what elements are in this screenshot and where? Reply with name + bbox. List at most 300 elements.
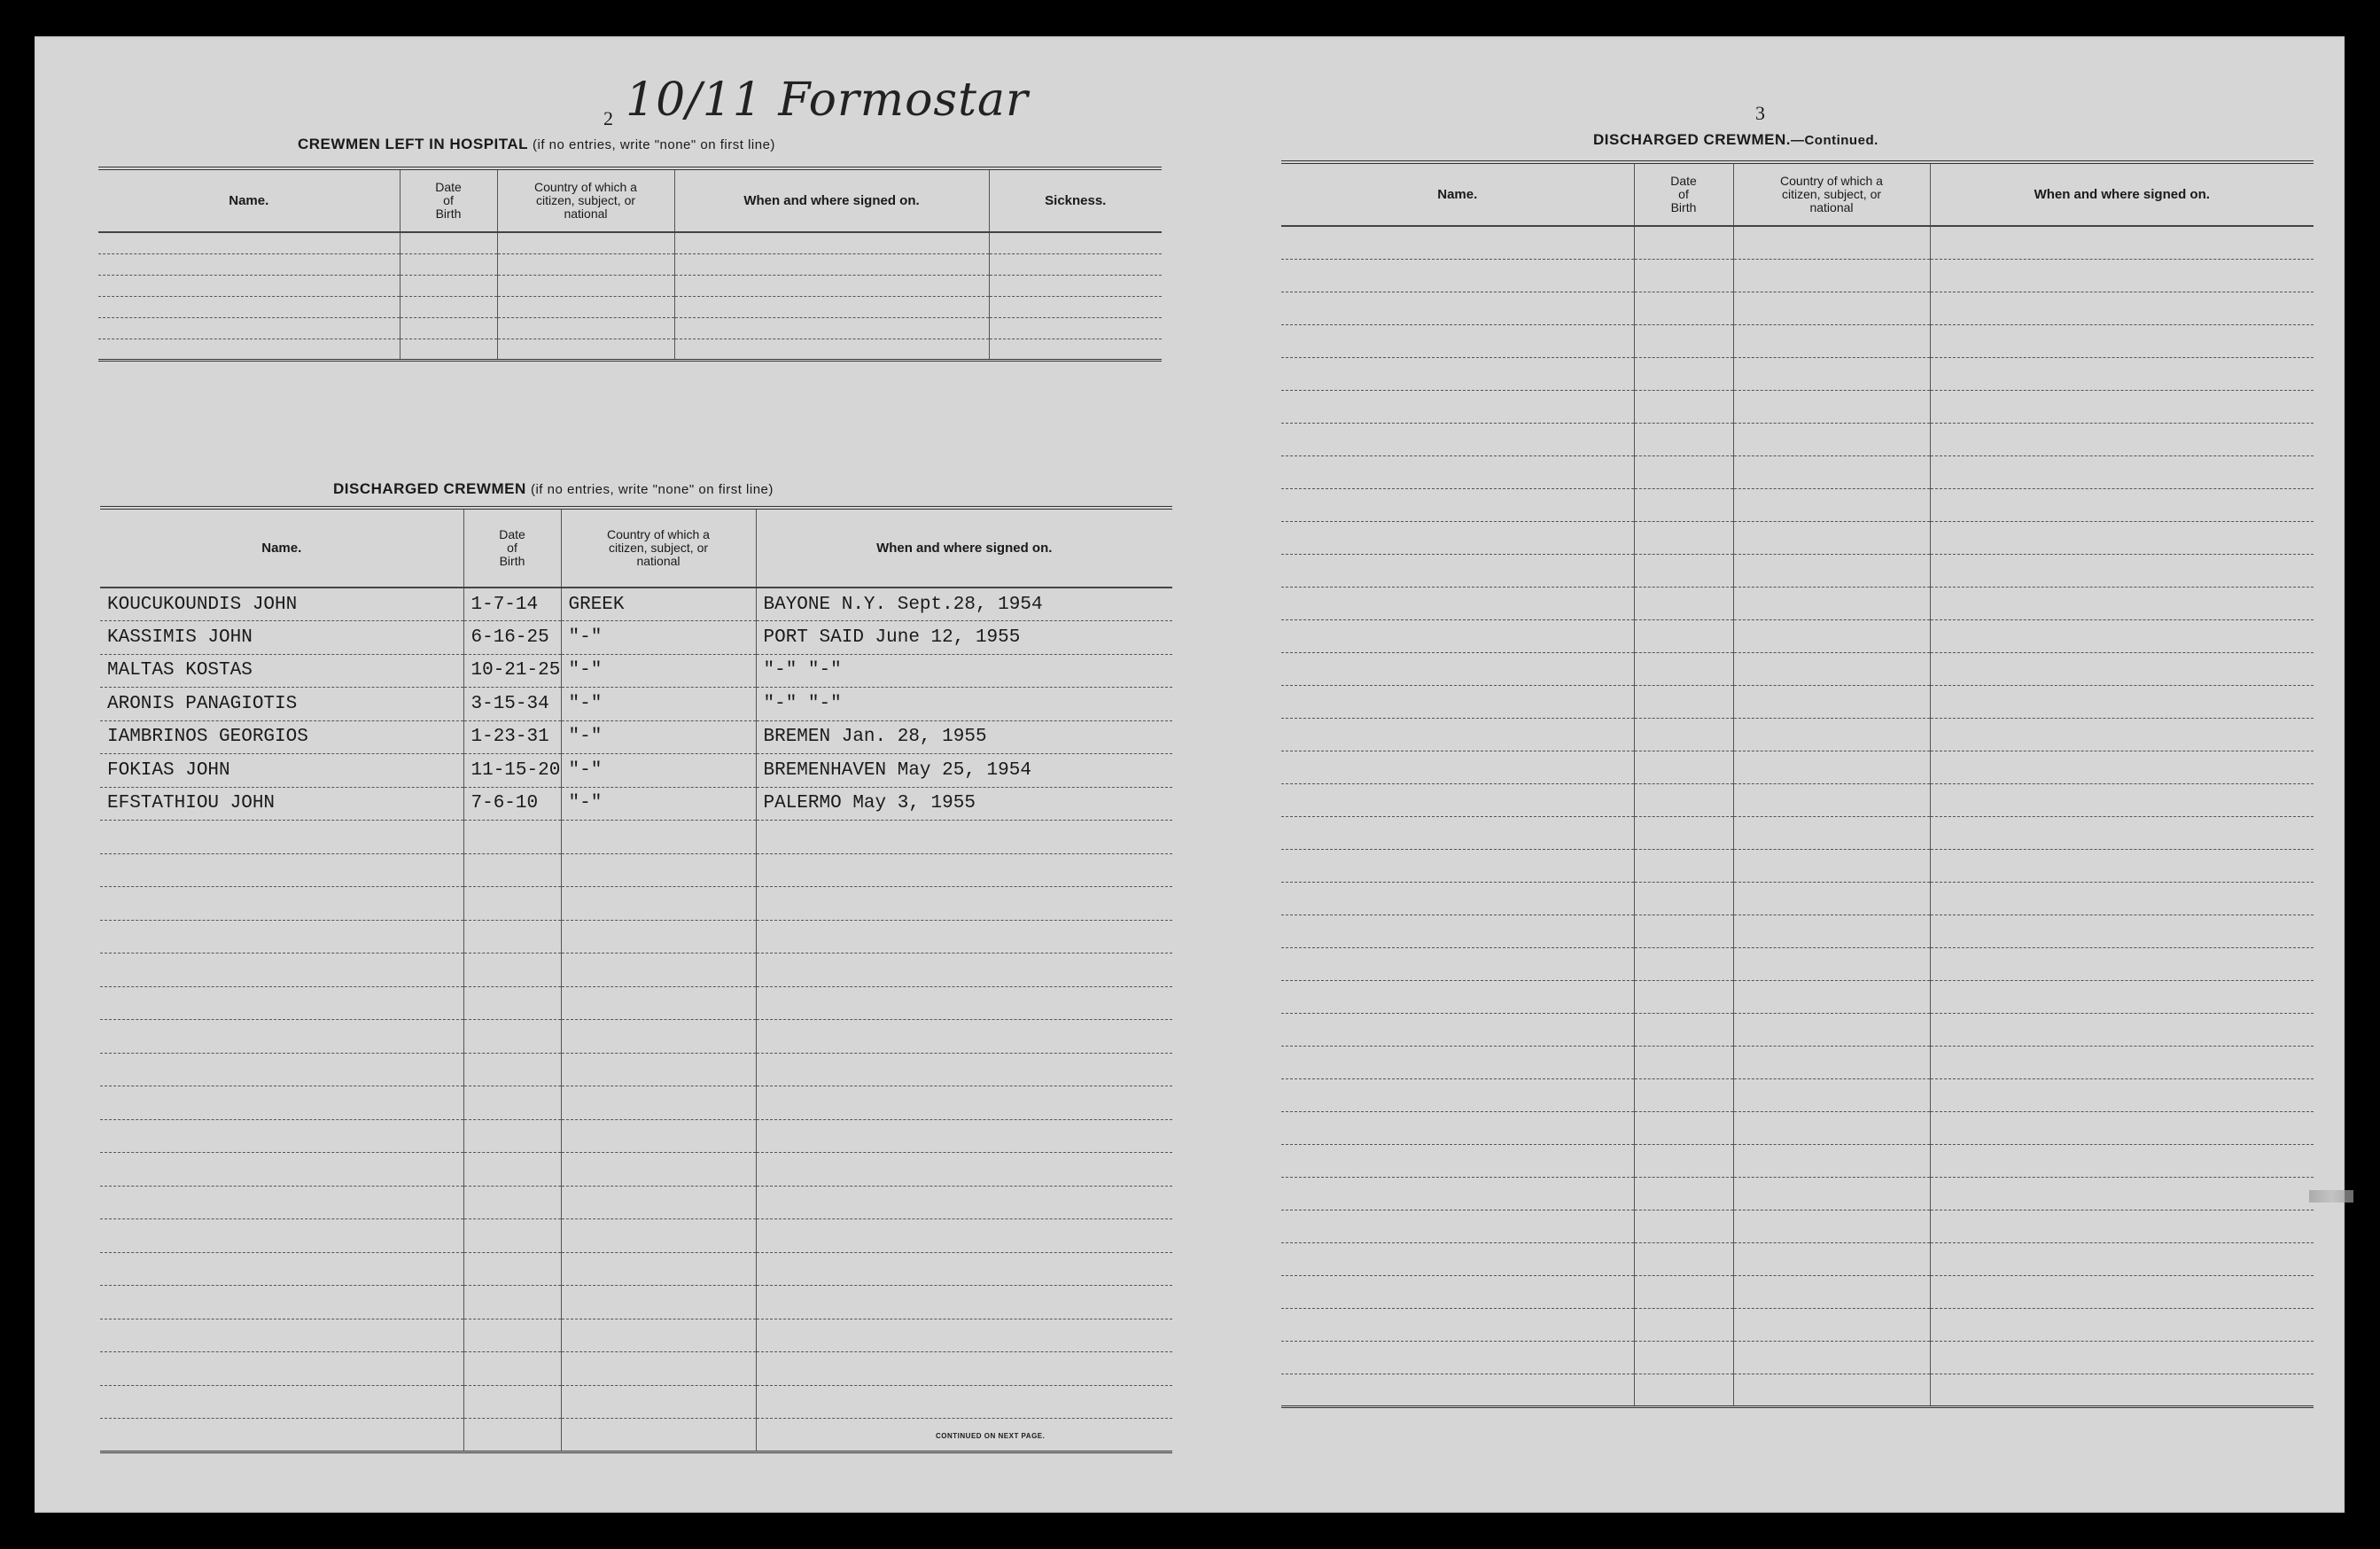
table-cell <box>463 920 561 954</box>
table-row <box>1281 292 2314 324</box>
table-row <box>1281 587 2314 619</box>
table-cell <box>1281 390 1634 423</box>
table-cell: FOKIAS JOHN <box>100 754 463 788</box>
table-row <box>1281 1374 2314 1406</box>
table-cell <box>98 296 400 317</box>
table-cell <box>1634 1046 1733 1078</box>
table-row <box>100 1352 1172 1386</box>
table-cell <box>1733 619 1930 652</box>
table-cell <box>561 821 756 854</box>
table-cell <box>1930 685 2314 718</box>
table-cell <box>756 853 1172 887</box>
table-row <box>1281 1144 2314 1177</box>
table-cell <box>1281 1308 1634 1341</box>
table-cell <box>463 1053 561 1086</box>
table-cell <box>463 986 561 1020</box>
table-cell <box>1930 357 2314 390</box>
table-cell <box>756 1319 1172 1352</box>
table-cell <box>1281 980 1634 1013</box>
table-cell: "-" <box>561 720 756 754</box>
table-row <box>1281 783 2314 816</box>
table-cell <box>1281 947 1634 980</box>
table-row <box>98 339 1162 360</box>
table-cell <box>1281 488 1634 521</box>
table-cell <box>1634 1177 1733 1210</box>
table-row <box>1281 554 2314 587</box>
table-cell <box>1281 718 1634 751</box>
table-cell <box>1733 423 1930 455</box>
table-cell <box>1634 357 1733 390</box>
table-row <box>1281 915 2314 947</box>
table-cell <box>561 1385 756 1419</box>
table-row <box>100 720 1172 754</box>
header-name: Name. <box>98 168 400 232</box>
table-cell <box>1281 292 1634 324</box>
table-row <box>1281 259 2314 292</box>
header-country: Country of which a citizen, subject, or national <box>1733 162 1930 226</box>
table-cell <box>1733 915 1930 947</box>
table-cell <box>1930 1177 2314 1210</box>
table-cell <box>463 1352 561 1386</box>
table-cell <box>1634 1308 1733 1341</box>
table-row <box>1281 1046 2314 1078</box>
table-cell <box>1281 915 1634 947</box>
table-cell <box>1930 1078 2314 1111</box>
table-cell: KASSIMIS JOHN <box>100 621 463 655</box>
table-cell <box>1281 1374 1634 1406</box>
table-cell <box>1930 423 2314 455</box>
table-cell <box>497 296 674 317</box>
table-cell <box>1281 652 1634 685</box>
table-cell <box>1634 915 1733 947</box>
table-row <box>1281 718 2314 751</box>
table-cell: "-" "-" <box>756 654 1172 688</box>
table-cell <box>989 296 1162 317</box>
table-cell <box>1733 685 1930 718</box>
hospital-section-title: CREWMEN LEFT IN HOSPITAL (if no entries, write "none" on first line) <box>298 136 775 152</box>
table-cell <box>100 821 463 854</box>
table-row <box>100 853 1172 887</box>
table-cell <box>463 1219 561 1253</box>
table-cell <box>1733 751 1930 783</box>
table-cell <box>1281 1078 1634 1111</box>
table-row <box>100 621 1172 655</box>
table-cell <box>1281 1210 1634 1242</box>
table-cell <box>756 1352 1172 1386</box>
table-cell <box>1281 226 1634 259</box>
table-cell <box>1930 455 2314 488</box>
table-row <box>1281 947 2314 980</box>
table-cell <box>561 1153 756 1187</box>
table-row <box>100 787 1172 821</box>
header-signed: When and where signed on. <box>674 168 989 232</box>
table-cell <box>756 920 1172 954</box>
table-cell <box>561 1419 756 1452</box>
table-cell <box>1733 947 1930 980</box>
table-cell <box>1634 1111 1733 1144</box>
table-cell <box>1634 521 1733 554</box>
table-row <box>1281 619 2314 652</box>
table-cell <box>1930 718 2314 751</box>
table-cell <box>1930 488 2314 521</box>
table-cell <box>100 986 463 1020</box>
table-cell: 1-23-31 <box>463 720 561 754</box>
table-cell <box>100 853 463 887</box>
table-cell <box>1733 1242 1930 1275</box>
table-cell <box>674 232 989 253</box>
table-cell <box>1733 1144 1930 1177</box>
table-cell <box>1281 1111 1634 1144</box>
table-row <box>100 920 1172 954</box>
header-country: Country of which a citizen, subject, or national <box>497 168 674 232</box>
table-cell: 7-6-10 <box>463 787 561 821</box>
table-cell: BREMENHAVEN May 25, 1954 <box>756 754 1172 788</box>
table-cell <box>1634 816 1733 849</box>
table-cell <box>1281 1013 1634 1046</box>
table-cell <box>1930 652 2314 685</box>
table-cell <box>1634 488 1733 521</box>
table-cell <box>1930 292 2314 324</box>
table-cell: ARONIS PANAGIOTIS <box>100 688 463 721</box>
table-cell <box>989 275 1162 296</box>
table-cell: EFSTATHIOU JOHN <box>100 787 463 821</box>
hospital-table <box>98 167 1162 362</box>
table-cell <box>463 1419 561 1452</box>
table-row <box>98 317 1162 339</box>
table-cell <box>1634 292 1733 324</box>
table-cell: PALERMO May 3, 1955 <box>756 787 1172 821</box>
table-row <box>100 1086 1172 1120</box>
table-row <box>1281 751 2314 783</box>
table-cell <box>1930 915 2314 947</box>
table-cell <box>1634 1275 1733 1308</box>
table-row <box>1281 652 2314 685</box>
table-cell <box>98 232 400 253</box>
table-cell <box>463 1186 561 1219</box>
continued-section-title: DISCHARGED CREWMEN.—Continued. <box>1593 131 1878 148</box>
table-cell: "-" <box>561 688 756 721</box>
header-dob: Date of Birth <box>463 508 561 588</box>
table-row <box>100 1186 1172 1219</box>
table-cell <box>463 1020 561 1054</box>
table-cell <box>1930 1341 2314 1374</box>
table-cell <box>98 275 400 296</box>
table-row <box>100 654 1172 688</box>
table-cell <box>1281 455 1634 488</box>
left-page <box>36 38 1188 1511</box>
table-cell <box>1634 1078 1733 1111</box>
table-row <box>100 954 1172 987</box>
table-cell <box>1733 587 1930 619</box>
table-cell <box>1930 1046 2314 1078</box>
table-row <box>1281 1210 2314 1242</box>
table-cell <box>1733 882 1930 915</box>
table-cell <box>100 1419 463 1452</box>
table-cell <box>1930 751 2314 783</box>
table-cell <box>100 887 463 921</box>
table-cell <box>1930 1013 2314 1046</box>
table-row <box>100 1319 1172 1352</box>
table-cell <box>100 1286 463 1319</box>
table-cell <box>1733 1374 1930 1406</box>
table-cell <box>1930 882 2314 915</box>
table-cell <box>756 1252 1172 1286</box>
table-cell <box>1281 423 1634 455</box>
table-cell <box>463 853 561 887</box>
table-cell <box>1634 783 1733 816</box>
table-cell <box>1634 1242 1733 1275</box>
table-cell <box>1930 1374 2314 1406</box>
table-cell <box>1733 1078 1930 1111</box>
table-cell <box>674 296 989 317</box>
table-cell <box>1281 1242 1634 1275</box>
table-row <box>1281 1177 2314 1210</box>
table-row <box>1281 455 2314 488</box>
table-row <box>1281 1341 2314 1374</box>
table-cell <box>756 986 1172 1020</box>
header-name: Name. <box>1281 162 1634 226</box>
handwritten-annotation: 10/11 Formostar <box>626 74 1029 127</box>
table-cell <box>756 1153 1172 1187</box>
table-cell <box>1733 455 1930 488</box>
table-cell <box>1930 521 2314 554</box>
table-row <box>1281 390 2314 423</box>
table-cell: 3-15-34 <box>463 688 561 721</box>
table-cell: "-" <box>561 754 756 788</box>
table-cell <box>1930 324 2314 357</box>
table-cell <box>100 1053 463 1086</box>
table-cell <box>561 1286 756 1319</box>
table-row <box>98 232 1162 253</box>
table-cell <box>1634 1210 1733 1242</box>
table-cell <box>1634 390 1733 423</box>
table-cell <box>1930 619 2314 652</box>
table-cell <box>497 339 674 360</box>
right-page <box>1241 38 2346 1511</box>
table-cell <box>756 821 1172 854</box>
table-cell <box>1634 324 1733 357</box>
table-cell <box>561 1053 756 1086</box>
page-number: 2 <box>603 107 613 129</box>
table-row <box>98 275 1162 296</box>
table-cell: "-" "-" <box>756 688 1172 721</box>
table-cell <box>1733 226 1930 259</box>
table-cell: "-" <box>561 654 756 688</box>
table-row <box>1281 882 2314 915</box>
table-row <box>100 821 1172 854</box>
table-cell <box>1281 1341 1634 1374</box>
table-row <box>1281 357 2314 390</box>
table-cell <box>561 1252 756 1286</box>
table-cell <box>100 1385 463 1419</box>
table-row <box>100 1286 1172 1319</box>
table-row <box>1281 980 2314 1013</box>
table-cell <box>463 1086 561 1120</box>
table-cell: BAYONE N.Y. Sept.28, 1954 <box>756 588 1172 621</box>
table-cell <box>1733 324 1930 357</box>
table-row <box>98 296 1162 317</box>
table-cell <box>561 887 756 921</box>
table-cell <box>756 1219 1172 1253</box>
table-cell <box>1634 226 1733 259</box>
table-cell <box>1634 1013 1733 1046</box>
table-cell <box>497 253 674 275</box>
table-cell <box>1733 259 1930 292</box>
table-cell <box>1634 652 1733 685</box>
table-cell <box>400 275 497 296</box>
table-cell <box>400 253 497 275</box>
table-cell <box>100 1319 463 1352</box>
table-cell <box>463 821 561 854</box>
table-cell <box>1281 1046 1634 1078</box>
table-cell <box>1634 455 1733 488</box>
table-cell <box>1930 783 2314 816</box>
table-cell <box>400 296 497 317</box>
table-cell <box>756 1086 1172 1120</box>
table-row <box>100 1219 1172 1253</box>
table-cell <box>756 1385 1172 1419</box>
table-row <box>1281 423 2314 455</box>
table-cell <box>1634 1374 1733 1406</box>
table-cell <box>1930 1144 2314 1177</box>
table-cell <box>561 954 756 987</box>
table-cell <box>463 1252 561 1286</box>
header-sickness: Sickness. <box>989 168 1162 232</box>
table-cell <box>1281 751 1634 783</box>
table-cell <box>1930 1275 2314 1308</box>
table-cell <box>561 1219 756 1253</box>
table-cell <box>100 1252 463 1286</box>
table-cell <box>1281 1144 1634 1177</box>
table-cell <box>1634 554 1733 587</box>
table-row <box>1281 685 2314 718</box>
table-cell <box>463 887 561 921</box>
table-row <box>1281 324 2314 357</box>
table-cell <box>497 232 674 253</box>
table-cell: KOUCUKOUNDIS JOHN <box>100 588 463 621</box>
table-cell <box>1634 259 1733 292</box>
table-cell <box>1281 357 1634 390</box>
header-dob: Date of Birth <box>1634 162 1733 226</box>
table-cell: 11-15-20 <box>463 754 561 788</box>
table-cell: GREEK <box>561 588 756 621</box>
table-cell <box>1733 292 1930 324</box>
table-cell <box>98 339 400 360</box>
table-cell <box>1281 816 1634 849</box>
table-cell <box>1733 521 1930 554</box>
table-row <box>1281 1275 2314 1308</box>
table-cell <box>463 1119 561 1153</box>
table-cell <box>1733 783 1930 816</box>
table-cell <box>1930 849 2314 882</box>
table-cell <box>1733 1275 1930 1308</box>
continued-note: CONTINUED ON NEXT PAGE. <box>936 1432 1046 1440</box>
table-cell <box>100 1153 463 1187</box>
table-cell <box>1733 652 1930 685</box>
table-row <box>100 754 1172 788</box>
page-number: 3 <box>1755 102 1765 124</box>
table-cell <box>756 887 1172 921</box>
table-cell: IAMBRINOS GEORGIOS <box>100 720 463 754</box>
table-cell <box>1733 1177 1930 1210</box>
table-row <box>98 253 1162 275</box>
table-row <box>1281 488 2314 521</box>
table-row <box>100 1385 1172 1419</box>
table-cell <box>1733 1308 1930 1341</box>
table-row <box>1281 816 2314 849</box>
table-cell <box>1281 259 1634 292</box>
header-country: Country of which a citizen, subject, or national <box>561 508 756 588</box>
table-cell <box>400 232 497 253</box>
table-cell <box>497 275 674 296</box>
table-cell: "-" <box>561 621 756 655</box>
table-cell <box>1281 587 1634 619</box>
table-cell <box>100 920 463 954</box>
table-cell <box>400 317 497 339</box>
table-cell <box>989 317 1162 339</box>
table-cell <box>1634 882 1733 915</box>
table-cell <box>1930 554 2314 587</box>
table-cell <box>1634 619 1733 652</box>
table-cell <box>100 1119 463 1153</box>
table-cell <box>756 1020 1172 1054</box>
table-cell <box>1634 947 1733 980</box>
header-dob: Date of Birth <box>400 168 497 232</box>
table-cell <box>463 1319 561 1352</box>
table-cell <box>463 954 561 987</box>
table-row <box>100 1053 1172 1086</box>
table-cell: 10-21-25 <box>463 654 561 688</box>
table-cell <box>1634 751 1733 783</box>
table-cell <box>561 986 756 1020</box>
table-cell <box>1634 1341 1733 1374</box>
table-cell <box>561 1319 756 1352</box>
table-cell <box>561 1086 756 1120</box>
table-cell <box>1733 488 1930 521</box>
table-cell <box>1281 554 1634 587</box>
table-cell <box>400 339 497 360</box>
table-cell <box>674 317 989 339</box>
table-cell <box>1930 390 2314 423</box>
table-cell <box>1930 947 2314 980</box>
table-row <box>100 1119 1172 1153</box>
table-cell <box>1281 1177 1634 1210</box>
table-row <box>100 1252 1172 1286</box>
continued-table <box>1281 160 2314 1408</box>
table-cell <box>1930 1210 2314 1242</box>
table-cell <box>756 1053 1172 1086</box>
table-cell <box>1634 718 1733 751</box>
table-cell <box>674 253 989 275</box>
table-cell <box>100 1020 463 1054</box>
table-cell <box>1733 1111 1930 1144</box>
table-cell <box>561 1020 756 1054</box>
table-row <box>100 986 1172 1020</box>
table-row <box>1281 1111 2314 1144</box>
document-sheet <box>35 36 2345 1513</box>
table-cell <box>1930 1242 2314 1275</box>
table-cell <box>497 317 674 339</box>
table-cell <box>100 954 463 987</box>
table-cell <box>1733 816 1930 849</box>
table-row <box>1281 1078 2314 1111</box>
table-cell <box>1634 1144 1733 1177</box>
table-cell <box>1281 1275 1634 1308</box>
fold-mark <box>2309 1190 2353 1203</box>
table-row <box>1281 1242 2314 1275</box>
table-cell <box>1930 816 2314 849</box>
table-cell <box>1733 718 1930 751</box>
